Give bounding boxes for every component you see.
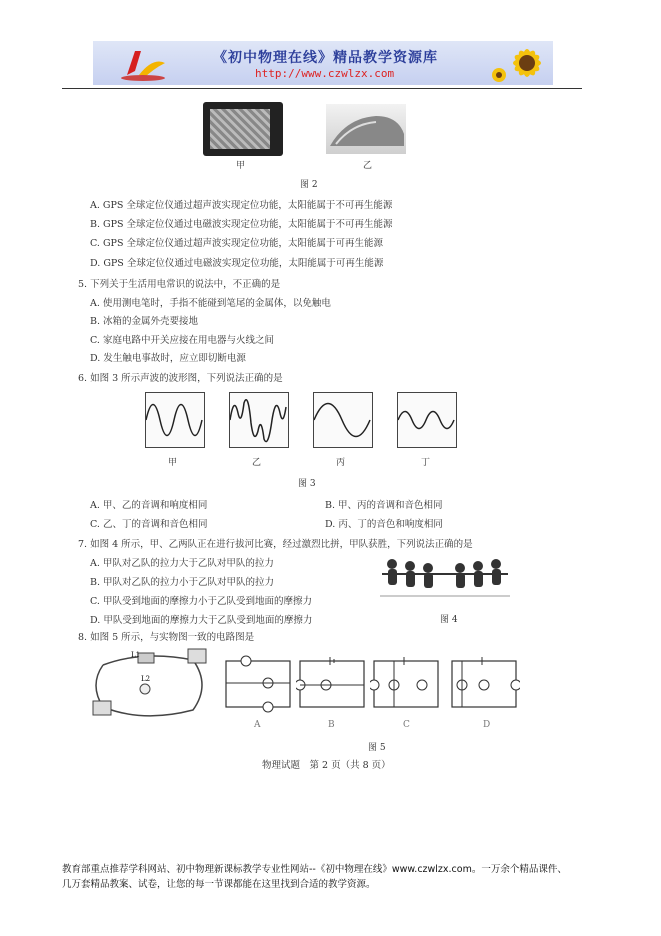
q5-option-d: D. 发生触电事故时，应立即切断电源 [90,353,246,364]
waveform-bing [313,392,373,448]
choice-label-c: C [403,720,410,730]
q6-stem: 6. 如图 3 所示声波的波形图，下列说法正确的是 [78,373,283,384]
figure3-caption: 图 3 [298,479,316,489]
wave-label-bing: 丙 [336,458,346,468]
choice-label-a: A [254,720,261,730]
q5-option-b: B. 冰箱的金属外壳要接地 [90,316,199,327]
figure5-caption: 图 5 [368,743,386,753]
site-url[interactable]: http://www.czwlzx.com [255,67,395,80]
q4-option-d: D. GPS 全球定位仪通过电磁波实现定位功能，太阳能属于可再生能源 [90,258,384,269]
figure4-caption: 图 4 [440,615,458,625]
q5-stem: 5. 下列关于生活用电常识的说法中，不正确的是 [78,279,281,290]
svg-text:L1: L1 [131,651,141,659]
q6-option-d: D. 丙、丁的音色和响度相同 [325,519,443,530]
waveform-jia [145,392,205,448]
q7-option-d: D. 甲队受到地面的摩擦力大于乙队受到地面的摩擦力 [90,615,313,626]
q4-option-a: A. GPS 全球定位仪通过超声波实现定位功能，太阳能属于不可再生能源 [90,200,393,211]
q8-stem: 8. 如图 5 所示，与实物图一致的电路图是 [78,632,255,643]
site-logo [113,45,173,83]
figure2-caption: 图 2 [300,180,318,190]
q4-option-b: B. GPS 全球定位仪通过电磁波实现定位功能，太阳能属于不可再生能源 [90,219,393,230]
wave-label-ding: 丁 [421,458,431,468]
waveform-ding [397,392,457,448]
circuit-option-b [296,655,368,713]
sunflower-icon [491,41,553,85]
gps-device-image [203,102,283,156]
figure2-label-b: 乙 [363,161,373,171]
q5-option-a: A. 使用测电笔时，手指不能碰到笔尾的金属体，以免触电 [90,298,331,309]
svg-text:L2: L2 [141,675,151,683]
q7-option-c: C. 甲队受到地面的摩擦力小于乙队受到地面的摩擦力 [90,596,312,607]
site-footer-line1: 教育部重点推荐学科网站、初中物理新课标教学专业性网站--《初中物理在线》www.czwlzx.com。一万余个精品课件、 [62,864,567,875]
header-divider [62,88,582,89]
physical-circuit-image [83,645,218,725]
q4-option-c: C. GPS 全球定位仪通过超声波实现定位功能，太阳能属于可再生能源 [90,238,383,249]
figure2-label-a: 甲 [236,161,246,171]
choice-label-b: B [328,720,335,730]
waveform-yi [229,392,289,448]
solar-building-image [326,104,406,154]
circuit-option-a [222,655,294,713]
page-number: 物理试题 第 2 页（共 8 页） [262,760,391,771]
circuit-option-d [448,655,520,713]
q7-option-a: A. 甲队对乙队的拉力大于乙队对甲队的拉力 [90,558,274,569]
q5-option-c: C. 家庭电路中开关应接在用电器与火线之间 [90,335,274,346]
header-banner [93,41,553,85]
q6-option-b: B. 甲、丙的音调和音色相同 [325,500,443,511]
choice-label-d: D [483,720,491,730]
circuit-option-c [370,655,442,713]
site-title: 《初中物理在线》精品教学资源库 [213,50,438,66]
wave-label-jia: 甲 [168,458,178,468]
site-footer-line2: 几万套精品教案、试卷，让您的每一节课都能在这里找到合适的教学资源。 [62,879,376,890]
wave-label-yi: 乙 [252,458,262,468]
tug-of-war-image [380,550,510,604]
site-footer [62,862,602,892]
q7-stem: 7. 如图 4 所示，甲、乙两队正在进行拔河比赛，经过激烈比拼，甲队获胜，下列说法正确的是 [78,539,473,550]
q6-option-a: A. 甲、乙的音调和响度相同 [90,500,208,511]
q7-option-b: B. 甲队对乙队的拉力小于乙队对甲队的拉力 [90,577,275,588]
q6-option-c: C. 乙、丁的音调和音色相同 [90,519,208,530]
